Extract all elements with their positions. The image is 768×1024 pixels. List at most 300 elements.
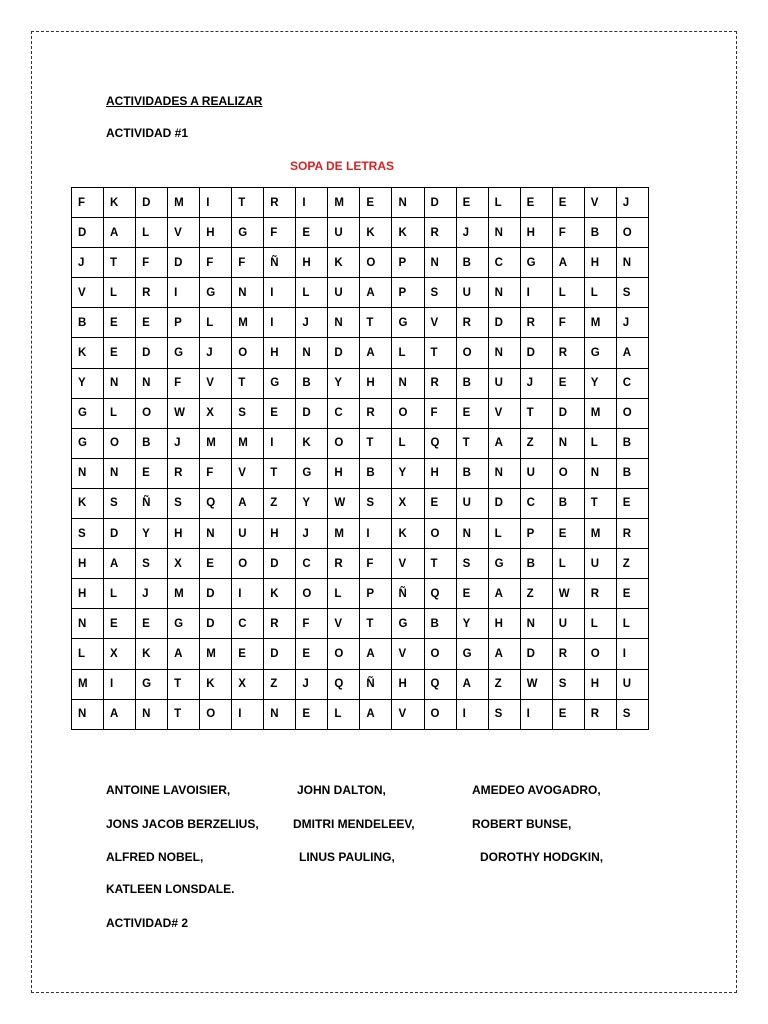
grid-cell: H bbox=[584, 248, 616, 278]
word-item: AMEDEO AVOGADRO, bbox=[472, 783, 601, 797]
grid-cell: B bbox=[424, 609, 456, 639]
grid-cell: F bbox=[136, 248, 168, 278]
grid-cell: F bbox=[424, 398, 456, 428]
grid-cell: E bbox=[520, 188, 552, 218]
grid-cell: S bbox=[136, 549, 168, 579]
grid-cell: Q bbox=[424, 579, 456, 609]
grid-cell: D bbox=[264, 639, 296, 669]
grid-cell: X bbox=[392, 488, 424, 518]
grid-cell: X bbox=[168, 549, 200, 579]
grid-cell: Y bbox=[328, 368, 360, 398]
grid-cell: A bbox=[360, 699, 392, 729]
grid-cell: J bbox=[520, 368, 552, 398]
grid-cell: A bbox=[488, 428, 520, 458]
grid-cell: E bbox=[232, 639, 264, 669]
grid-cell: Z bbox=[520, 579, 552, 609]
grid-cell: J bbox=[136, 579, 168, 609]
grid-cell: N bbox=[392, 368, 424, 398]
grid-cell: M bbox=[584, 308, 616, 338]
grid-cell: R bbox=[264, 609, 296, 639]
grid-cell: G bbox=[520, 248, 552, 278]
grid-cell: S bbox=[488, 699, 520, 729]
grid-cell: M bbox=[584, 398, 616, 428]
word-item: LINUS PAULING, bbox=[299, 850, 395, 864]
grid-cell: E bbox=[616, 488, 648, 518]
grid-cell: O bbox=[616, 218, 648, 248]
grid-cell: S bbox=[456, 549, 488, 579]
grid-cell: N bbox=[72, 609, 104, 639]
grid-cell: N bbox=[200, 519, 232, 549]
grid-cell: D bbox=[200, 609, 232, 639]
grid-cell: E bbox=[552, 188, 584, 218]
grid-cell: Z bbox=[264, 488, 296, 518]
grid-cell: Y bbox=[72, 368, 104, 398]
grid-cell: D bbox=[328, 338, 360, 368]
grid-row bbox=[72, 188, 649, 218]
activity-2-label: ACTIVIDAD# 2 bbox=[106, 916, 189, 930]
grid-cell: N bbox=[136, 699, 168, 729]
grid-cell: J bbox=[296, 519, 328, 549]
grid-cell: O bbox=[232, 549, 264, 579]
grid-row bbox=[72, 368, 649, 398]
grid-cell: F bbox=[200, 458, 232, 488]
grid-cell: L bbox=[584, 609, 616, 639]
grid-cell: A bbox=[104, 218, 136, 248]
grid-cell: T bbox=[424, 549, 456, 579]
grid-cell: D bbox=[520, 338, 552, 368]
grid-row bbox=[72, 549, 649, 579]
grid-row bbox=[72, 428, 649, 458]
grid-cell: N bbox=[456, 519, 488, 549]
grid-cell: S bbox=[360, 488, 392, 518]
puzzle-title: SOPA DE LETRAS bbox=[290, 159, 395, 173]
grid-cell: G bbox=[264, 368, 296, 398]
grid-cell: A bbox=[360, 278, 392, 308]
grid-cell: E bbox=[136, 308, 168, 338]
grid-cell: B bbox=[616, 458, 648, 488]
grid-cell: O bbox=[200, 699, 232, 729]
grid-cell: E bbox=[296, 218, 328, 248]
grid-cell: Q bbox=[200, 488, 232, 518]
grid-cell: J bbox=[200, 338, 232, 368]
grid-cell: X bbox=[104, 639, 136, 669]
grid-cell: R bbox=[584, 699, 616, 729]
grid-cell: N bbox=[488, 458, 520, 488]
grid-cell: I bbox=[360, 519, 392, 549]
grid-cell: D bbox=[136, 188, 168, 218]
grid-cell: C bbox=[488, 248, 520, 278]
grid-cell: B bbox=[520, 549, 552, 579]
grid-cell: K bbox=[200, 669, 232, 699]
grid-cell: O bbox=[424, 519, 456, 549]
grid-cell: W bbox=[328, 488, 360, 518]
grid-cell: H bbox=[200, 218, 232, 248]
grid-cell: X bbox=[232, 669, 264, 699]
grid-cell: V bbox=[232, 458, 264, 488]
grid-cell: L bbox=[392, 338, 424, 368]
grid-cell: Y bbox=[296, 488, 328, 518]
grid-cell: M bbox=[584, 519, 616, 549]
grid-cell: C bbox=[328, 398, 360, 428]
grid-cell: R bbox=[584, 579, 616, 609]
grid-cell: A bbox=[456, 669, 488, 699]
grid-cell: A bbox=[552, 248, 584, 278]
grid-cell: Ñ bbox=[392, 579, 424, 609]
grid-cell: V bbox=[392, 549, 424, 579]
grid-cell: B bbox=[296, 368, 328, 398]
grid-cell: H bbox=[584, 669, 616, 699]
grid-cell: S bbox=[616, 699, 648, 729]
grid-cell: R bbox=[552, 338, 584, 368]
grid-cell: L bbox=[200, 308, 232, 338]
grid-cell: F bbox=[296, 609, 328, 639]
grid-cell: K bbox=[360, 218, 392, 248]
grid-cell: L bbox=[328, 699, 360, 729]
grid-cell: B bbox=[584, 218, 616, 248]
grid-cell: N bbox=[488, 218, 520, 248]
grid-cell: T bbox=[584, 488, 616, 518]
grid-cell: G bbox=[168, 338, 200, 368]
grid-cell: G bbox=[488, 549, 520, 579]
grid-cell: L bbox=[616, 609, 648, 639]
word-item: JONS JACOB BERZELIUS, bbox=[106, 817, 259, 831]
grid-cell: Q bbox=[328, 669, 360, 699]
grid-cell: H bbox=[296, 248, 328, 278]
grid-cell: N bbox=[72, 458, 104, 488]
grid-cell: N bbox=[328, 308, 360, 338]
grid-cell: I bbox=[456, 699, 488, 729]
grid-cell: R bbox=[264, 188, 296, 218]
grid-cell: N bbox=[424, 248, 456, 278]
grid-cell: D bbox=[424, 188, 456, 218]
grid-row bbox=[72, 218, 649, 248]
grid-cell: S bbox=[104, 488, 136, 518]
grid-cell: S bbox=[616, 278, 648, 308]
grid-row bbox=[72, 639, 649, 669]
grid-cell: E bbox=[264, 398, 296, 428]
grid-cell: N bbox=[136, 368, 168, 398]
grid-cell: P bbox=[392, 278, 424, 308]
grid-cell: N bbox=[104, 458, 136, 488]
grid-cell: K bbox=[296, 428, 328, 458]
grid-cell: O bbox=[296, 579, 328, 609]
grid-cell: M bbox=[232, 308, 264, 338]
grid-cell: R bbox=[328, 549, 360, 579]
grid-cell: L bbox=[552, 278, 584, 308]
grid-cell: E bbox=[104, 308, 136, 338]
grid-cell: J bbox=[168, 428, 200, 458]
activity-1-label: ACTIVIDAD #1 bbox=[106, 126, 189, 140]
grid-cell: K bbox=[72, 338, 104, 368]
grid-cell: N bbox=[584, 458, 616, 488]
grid-cell: L bbox=[488, 188, 520, 218]
grid-cell: C bbox=[296, 549, 328, 579]
grid-cell: X bbox=[200, 398, 232, 428]
grid-cell: R bbox=[456, 308, 488, 338]
grid-cell: O bbox=[424, 699, 456, 729]
grid-cell: E bbox=[136, 458, 168, 488]
word-item: ANTOINE LAVOISIER, bbox=[106, 783, 231, 797]
grid-cell: T bbox=[232, 368, 264, 398]
grid-cell: O bbox=[328, 428, 360, 458]
grid-row bbox=[72, 248, 649, 278]
grid-cell: C bbox=[616, 368, 648, 398]
grid-cell: J bbox=[616, 188, 648, 218]
grid-cell: A bbox=[616, 338, 648, 368]
grid-cell: K bbox=[328, 248, 360, 278]
grid-cell: G bbox=[72, 428, 104, 458]
grid-cell: F bbox=[168, 368, 200, 398]
grid-cell: H bbox=[360, 368, 392, 398]
grid-cell: T bbox=[232, 188, 264, 218]
grid-cell: D bbox=[552, 398, 584, 428]
grid-cell: N bbox=[616, 248, 648, 278]
grid-cell: G bbox=[456, 639, 488, 669]
grid-cell: J bbox=[616, 308, 648, 338]
grid-cell: I bbox=[264, 308, 296, 338]
word-item: DOROTHY HODGKIN, bbox=[480, 850, 604, 864]
grid-cell: I bbox=[104, 669, 136, 699]
grid-cell: N bbox=[104, 368, 136, 398]
grid-cell: O bbox=[584, 639, 616, 669]
grid-cell: Z bbox=[520, 428, 552, 458]
grid-cell: P bbox=[168, 308, 200, 338]
grid-cell: T bbox=[104, 248, 136, 278]
grid-cell: Q bbox=[424, 428, 456, 458]
grid-cell: C bbox=[520, 488, 552, 518]
grid-cell: S bbox=[72, 519, 104, 549]
grid-cell: N bbox=[488, 278, 520, 308]
grid-cell: M bbox=[200, 639, 232, 669]
grid-cell: G bbox=[392, 609, 424, 639]
grid-cell: L bbox=[104, 579, 136, 609]
grid-cell: U bbox=[552, 609, 584, 639]
grid-cell: V bbox=[168, 218, 200, 248]
grid-cell: A bbox=[488, 579, 520, 609]
grid-cell: I bbox=[232, 699, 264, 729]
grid-cell: G bbox=[168, 609, 200, 639]
grid-cell: J bbox=[456, 218, 488, 248]
word-item: JOHN DALTON, bbox=[297, 783, 386, 797]
grid-cell: L bbox=[328, 579, 360, 609]
grid-cell: N bbox=[296, 338, 328, 368]
grid-cell: Q bbox=[424, 669, 456, 699]
grid-cell: D bbox=[264, 549, 296, 579]
page-heading: ACTIVIDADES A REALIZAR bbox=[106, 94, 263, 108]
grid-cell: D bbox=[296, 398, 328, 428]
grid-cell: H bbox=[168, 519, 200, 549]
grid-cell: P bbox=[360, 579, 392, 609]
word-item: ROBERT BUNSE, bbox=[472, 817, 572, 831]
grid-cell: H bbox=[264, 519, 296, 549]
grid-cell: H bbox=[72, 549, 104, 579]
grid-cell: Y bbox=[584, 368, 616, 398]
word-item: ALFRED NOBEL, bbox=[106, 850, 204, 864]
grid-cell: A bbox=[104, 549, 136, 579]
grid-row bbox=[72, 699, 649, 729]
grid-cell: F bbox=[232, 248, 264, 278]
grid-cell: O bbox=[456, 338, 488, 368]
grid-cell: G bbox=[72, 398, 104, 428]
grid-cell: L bbox=[136, 218, 168, 248]
word-item: DMITRI MENDELEEV, bbox=[293, 817, 415, 831]
grid-cell: Y bbox=[136, 519, 168, 549]
grid-cell: J bbox=[296, 308, 328, 338]
grid-cell: B bbox=[360, 458, 392, 488]
grid-cell: H bbox=[72, 579, 104, 609]
grid-cell: J bbox=[296, 669, 328, 699]
grid-cell: A bbox=[168, 639, 200, 669]
grid-cell: S bbox=[424, 278, 456, 308]
grid-cell: R bbox=[520, 308, 552, 338]
grid-cell: O bbox=[392, 398, 424, 428]
grid-row bbox=[72, 308, 649, 338]
grid-cell: F bbox=[552, 308, 584, 338]
grid-cell: O bbox=[424, 639, 456, 669]
grid-cell: U bbox=[616, 669, 648, 699]
grid-cell: E bbox=[552, 368, 584, 398]
grid-cell: T bbox=[456, 428, 488, 458]
grid-cell: P bbox=[520, 519, 552, 549]
grid-cell: N bbox=[72, 699, 104, 729]
grid-cell: E bbox=[456, 579, 488, 609]
grid-cell: I bbox=[520, 278, 552, 308]
grid-cell: C bbox=[232, 609, 264, 639]
grid-cell: L bbox=[392, 428, 424, 458]
grid-cell: V bbox=[200, 368, 232, 398]
grid-cell: D bbox=[168, 248, 200, 278]
grid-cell: S bbox=[168, 488, 200, 518]
grid-cell: E bbox=[104, 338, 136, 368]
grid-cell: V bbox=[392, 639, 424, 669]
grid-cell: E bbox=[552, 699, 584, 729]
grid-cell: B bbox=[456, 368, 488, 398]
grid-cell: E bbox=[456, 398, 488, 428]
grid-cell: H bbox=[328, 458, 360, 488]
grid-cell: D bbox=[520, 639, 552, 669]
grid-cell: U bbox=[232, 519, 264, 549]
grid-cell: N bbox=[520, 609, 552, 639]
grid-cell: O bbox=[552, 458, 584, 488]
grid-cell: D bbox=[200, 579, 232, 609]
grid-cell: F bbox=[264, 218, 296, 248]
grid-cell: R bbox=[168, 458, 200, 488]
grid-cell: R bbox=[424, 218, 456, 248]
grid-cell: E bbox=[456, 188, 488, 218]
grid-cell: I bbox=[200, 188, 232, 218]
grid-cell: Z bbox=[488, 669, 520, 699]
grid-cell: A bbox=[360, 639, 392, 669]
grid-cell: T bbox=[360, 609, 392, 639]
grid-cell: N bbox=[488, 338, 520, 368]
grid-cell: F bbox=[552, 218, 584, 248]
grid-row bbox=[72, 609, 649, 639]
grid-cell: R bbox=[360, 398, 392, 428]
grid-cell: M bbox=[72, 669, 104, 699]
grid-cell: H bbox=[424, 458, 456, 488]
grid-cell: A bbox=[232, 488, 264, 518]
grid-cell: V bbox=[488, 398, 520, 428]
grid-cell: F bbox=[200, 248, 232, 278]
grid-cell: D bbox=[136, 338, 168, 368]
grid-cell: F bbox=[360, 549, 392, 579]
grid-cell: O bbox=[360, 248, 392, 278]
grid-cell: G bbox=[200, 278, 232, 308]
grid-cell: F bbox=[72, 188, 104, 218]
grid-cell: I bbox=[264, 428, 296, 458]
grid-row bbox=[72, 488, 649, 518]
grid-cell: E bbox=[296, 639, 328, 669]
grid-cell: O bbox=[328, 639, 360, 669]
grid-cell: U bbox=[456, 488, 488, 518]
grid-cell: Y bbox=[392, 458, 424, 488]
grid-cell: O bbox=[136, 398, 168, 428]
grid-cell: R bbox=[552, 639, 584, 669]
grid-cell: T bbox=[424, 338, 456, 368]
grid-cell: K bbox=[392, 519, 424, 549]
grid-cell: K bbox=[392, 218, 424, 248]
grid-cell: L bbox=[584, 278, 616, 308]
grid-cell: E bbox=[200, 549, 232, 579]
grid-cell: Z bbox=[616, 549, 648, 579]
grid-cell: M bbox=[168, 188, 200, 218]
grid-cell: Ñ bbox=[360, 669, 392, 699]
grid-cell: H bbox=[264, 338, 296, 368]
grid-cell: Ñ bbox=[264, 248, 296, 278]
grid-cell: W bbox=[520, 669, 552, 699]
grid-cell: M bbox=[328, 519, 360, 549]
grid-cell: A bbox=[360, 338, 392, 368]
grid-cell: N bbox=[232, 278, 264, 308]
grid-cell: K bbox=[136, 639, 168, 669]
grid-cell: E bbox=[616, 579, 648, 609]
grid-cell: E bbox=[360, 188, 392, 218]
grid-cell: L bbox=[72, 639, 104, 669]
grid-cell: I bbox=[168, 278, 200, 308]
grid-cell: A bbox=[104, 699, 136, 729]
grid-cell: L bbox=[104, 278, 136, 308]
grid-cell: T bbox=[168, 699, 200, 729]
grid-cell: E bbox=[424, 488, 456, 518]
word-item: KATLEEN LONSDALE. bbox=[106, 882, 235, 896]
grid-cell: T bbox=[168, 669, 200, 699]
grid-cell: U bbox=[456, 278, 488, 308]
grid-cell: B bbox=[456, 248, 488, 278]
grid-cell: W bbox=[552, 579, 584, 609]
grid-cell: M bbox=[168, 579, 200, 609]
grid-cell: G bbox=[136, 669, 168, 699]
grid-cell: E bbox=[136, 609, 168, 639]
grid-cell: H bbox=[488, 609, 520, 639]
grid-row bbox=[72, 579, 649, 609]
grid-row bbox=[72, 398, 649, 428]
grid-cell: I bbox=[520, 699, 552, 729]
grid-cell: I bbox=[264, 278, 296, 308]
grid-cell: V bbox=[392, 699, 424, 729]
grid-cell: E bbox=[552, 519, 584, 549]
grid-row bbox=[72, 278, 649, 308]
grid-cell: W bbox=[168, 398, 200, 428]
grid-cell: T bbox=[360, 308, 392, 338]
grid-cell: U bbox=[328, 278, 360, 308]
grid-cell: S bbox=[232, 398, 264, 428]
grid-cell: A bbox=[488, 639, 520, 669]
grid-cell: V bbox=[72, 278, 104, 308]
grid-cell: D bbox=[488, 488, 520, 518]
grid-cell: E bbox=[104, 609, 136, 639]
grid-cell: M bbox=[232, 428, 264, 458]
grid-cell: Ñ bbox=[136, 488, 168, 518]
